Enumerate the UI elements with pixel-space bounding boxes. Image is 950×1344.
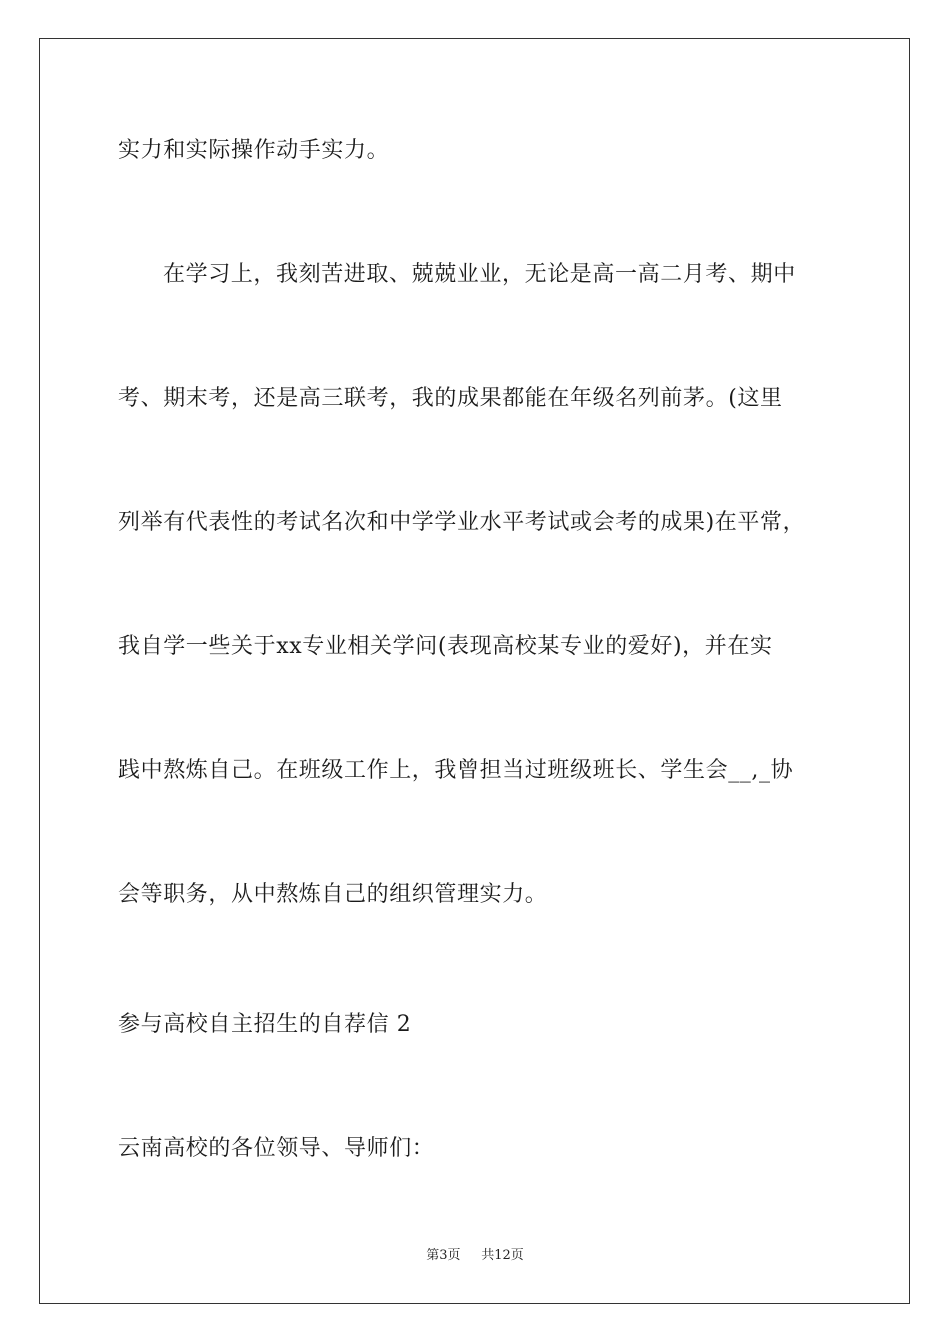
section-heading: 参与高校自主招生的自荐信 2 <box>118 1012 412 1037</box>
body-line-2: 在学习上，我刻苦进取、兢兢业业，无论是高一高二月考、期中 <box>163 262 796 287</box>
total-pages: 共12页 <box>481 1248 524 1263</box>
page-number: 第3页 <box>426 1248 461 1263</box>
page-footer <box>0 1248 950 1264</box>
body-line-6: 践中熬炼自己。在班级工作上，我曾担当过班级班长、学生会__,_协 <box>118 758 794 783</box>
body-line-3: 考、期末考，还是高三联考，我的成果都能在年级名列前茅。(这里 <box>118 386 783 411</box>
body-line-5: 我自学一些关于xx专业相关学问(表现高校某专业的爱好)，并在实 <box>118 634 773 659</box>
salutation: 云南高校的各位领导、导师们： <box>118 1136 435 1161</box>
page-border <box>39 38 910 1304</box>
body-line-7: 会等职务，从中熬炼自己的组织管理实力。 <box>118 882 548 907</box>
body-line-4: 列举有代表性的考试名次和中学学业水平考试或会考的成果)在平常， <box>118 510 806 535</box>
body-line-1: 实力和实际操作动手实力。 <box>118 138 390 163</box>
